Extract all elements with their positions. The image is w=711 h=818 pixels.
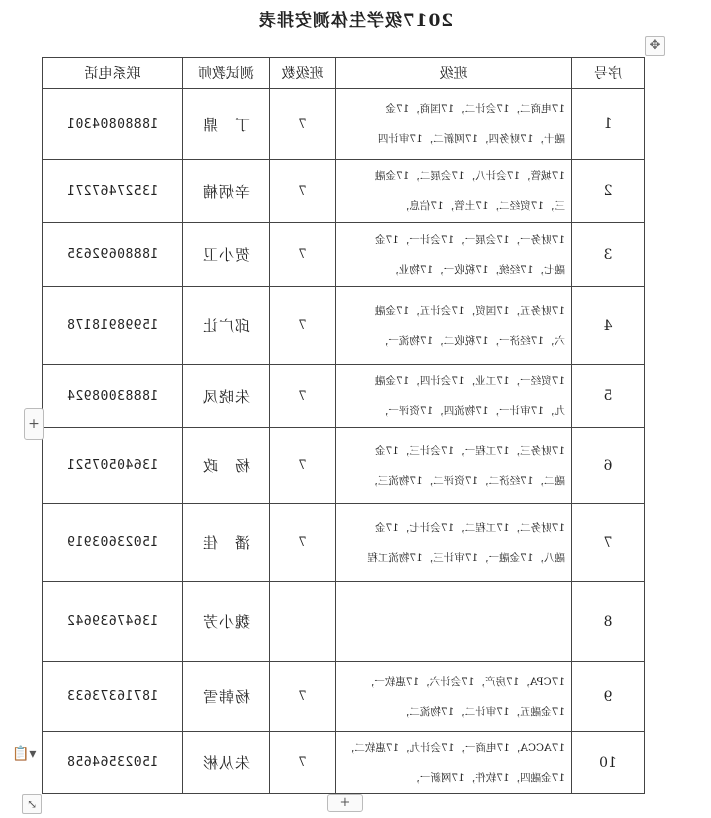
add-column-button[interactable]: + bbox=[24, 408, 44, 440]
page-title: 2017级学生体测安排表 bbox=[257, 11, 454, 31]
cell-classes[interactable] bbox=[336, 504, 572, 582]
table-move-handle-icon[interactable]: ✥ bbox=[645, 36, 665, 56]
schedule-table bbox=[42, 57, 645, 794]
cell-index[interactable]: 5 bbox=[572, 365, 645, 428]
cell-phone[interactable]: 18880804301 bbox=[43, 89, 183, 160]
table-row bbox=[43, 365, 645, 428]
cell-count[interactable]: 7 bbox=[270, 662, 336, 732]
cell-phone[interactable]: 15023564658 bbox=[43, 732, 183, 794]
cell-classes[interactable] bbox=[336, 223, 572, 287]
class-line: 17财务三，17工程一，17会计三，17金 bbox=[375, 444, 565, 457]
header-teacher: 测试教师 bbox=[183, 58, 270, 89]
cell-index[interactable]: 1 bbox=[572, 89, 645, 160]
class-line: 融七，17经统，17税收一，17物业， bbox=[388, 263, 565, 276]
cell-teacher[interactable]: 魏小芳 bbox=[183, 582, 270, 662]
cell-teacher[interactable]: 丁 鼎 bbox=[183, 89, 270, 160]
table-row bbox=[43, 504, 645, 582]
cell-classes[interactable] bbox=[336, 365, 572, 428]
class-line: 17贸经一，17工业，17会计四，17金融 bbox=[375, 375, 565, 387]
table-row bbox=[43, 223, 645, 287]
cell-teacher[interactable]: 朱晓凤 bbox=[183, 365, 270, 428]
cell-classes[interactable] bbox=[336, 287, 572, 365]
table-header-row bbox=[43, 58, 645, 89]
table-row bbox=[43, 89, 645, 160]
cell-index[interactable]: 8 bbox=[572, 582, 645, 662]
class-line: 融十，17财务四，17网新二，17审计四 bbox=[377, 133, 565, 145]
header-index: 序号 bbox=[572, 58, 645, 89]
class-line: 三，17贸经二，17土管，17信息， bbox=[398, 200, 565, 212]
table-resize-icon[interactable]: ⤡ bbox=[22, 794, 42, 814]
cell-phone[interactable]: 18883008924 bbox=[43, 365, 183, 428]
cell-classes[interactable] bbox=[336, 89, 572, 160]
cell-count[interactable]: 7 bbox=[270, 732, 336, 794]
class-line: 17CPA，17房产，17会计六，17惠软一， bbox=[363, 675, 565, 688]
cell-classes[interactable] bbox=[336, 428, 572, 504]
table-row bbox=[43, 582, 645, 662]
class-line: 17电商二，17会计二，17国商，17金 bbox=[385, 103, 565, 115]
cell-count[interactable]: 7 bbox=[270, 428, 336, 504]
table-row bbox=[43, 287, 645, 365]
cell-teacher[interactable]: 辛炳楠 bbox=[183, 160, 270, 223]
cell-count[interactable]: 7 bbox=[270, 223, 336, 287]
cell-phone[interactable]: 13647639642 bbox=[43, 582, 183, 662]
header-phone: 联系电话 bbox=[43, 58, 183, 89]
cell-classes[interactable] bbox=[336, 662, 572, 732]
cell-teacher[interactable]: 贺小卫 bbox=[183, 223, 270, 287]
cell-count[interactable]: 7 bbox=[270, 365, 336, 428]
class-line: 17ACCA，17电商一，17会计九，17惠软二， bbox=[343, 741, 565, 754]
class-line: 融二，17经济二，17资评二，17物流三， bbox=[367, 474, 565, 487]
cell-count[interactable] bbox=[270, 582, 336, 662]
add-row-button[interactable]: + bbox=[327, 794, 363, 812]
cell-teacher[interactable]: 朱从彬 bbox=[183, 732, 270, 794]
class-line: 17财务五，17国贸，17会计五，17金融 bbox=[375, 304, 565, 317]
class-line: 融八，17金融一，17审计三，17物流工程 bbox=[367, 551, 565, 564]
class-line: 17金融五，17审计二，17物流二， bbox=[398, 705, 565, 718]
table-row bbox=[43, 160, 645, 223]
table-row bbox=[43, 732, 645, 794]
header-count: 班级数 bbox=[270, 58, 336, 89]
cell-count[interactable]: 7 bbox=[270, 287, 336, 365]
cell-teacher[interactable]: 杨 政 bbox=[183, 428, 270, 504]
cell-classes[interactable] bbox=[336, 160, 572, 223]
cell-teacher[interactable]: 邱广让 bbox=[183, 287, 270, 365]
table-row bbox=[43, 662, 645, 732]
cell-count[interactable]: 7 bbox=[270, 504, 336, 582]
cell-phone[interactable]: 13527467271 bbox=[43, 160, 183, 223]
cell-phone[interactable]: 18880692635 bbox=[43, 223, 183, 287]
cell-phone[interactable]: 18716373633 bbox=[43, 662, 183, 732]
header-classes: 班级 bbox=[336, 58, 572, 89]
cell-index[interactable]: 10 bbox=[572, 732, 645, 794]
cell-phone[interactable]: 15023603919 bbox=[43, 504, 183, 582]
cell-teacher[interactable]: 潘 佳 bbox=[183, 504, 270, 582]
cell-index[interactable]: 9 bbox=[572, 662, 645, 732]
class-line: 17财务一，17会展一，17会计一，17金 bbox=[375, 233, 565, 246]
class-line: 17城管，17会计八，17会展二，17金融 bbox=[375, 170, 565, 182]
cell-count[interactable]: 7 bbox=[270, 89, 336, 160]
class-line: 17财务二，17工程二，17会计七，17金 bbox=[375, 521, 565, 534]
cell-index[interactable]: 6 bbox=[572, 428, 645, 504]
cell-index[interactable]: 2 bbox=[572, 160, 645, 223]
cell-phone[interactable]: 15998918178 bbox=[43, 287, 183, 365]
class-line: 九，17审计一，17物流四，17资评一， bbox=[377, 405, 565, 417]
paste-options-icon[interactable]: 📋▾ bbox=[12, 746, 37, 762]
cell-teacher[interactable]: 杨韩雪 bbox=[183, 662, 270, 732]
cell-index[interactable]: 3 bbox=[572, 223, 645, 287]
cell-phone[interactable]: 13640507521 bbox=[43, 428, 183, 504]
cell-index[interactable]: 4 bbox=[572, 287, 645, 365]
cell-count[interactable]: 7 bbox=[270, 160, 336, 223]
cell-index[interactable]: 7 bbox=[572, 504, 645, 582]
class-line: 17金融四，17软件，17网新一， bbox=[409, 771, 565, 784]
cell-classes[interactable] bbox=[336, 582, 572, 662]
cell-classes[interactable] bbox=[336, 732, 572, 794]
table-row bbox=[43, 428, 645, 504]
class-line: 六，17经济一，17税收二，17物流一， bbox=[377, 334, 565, 347]
